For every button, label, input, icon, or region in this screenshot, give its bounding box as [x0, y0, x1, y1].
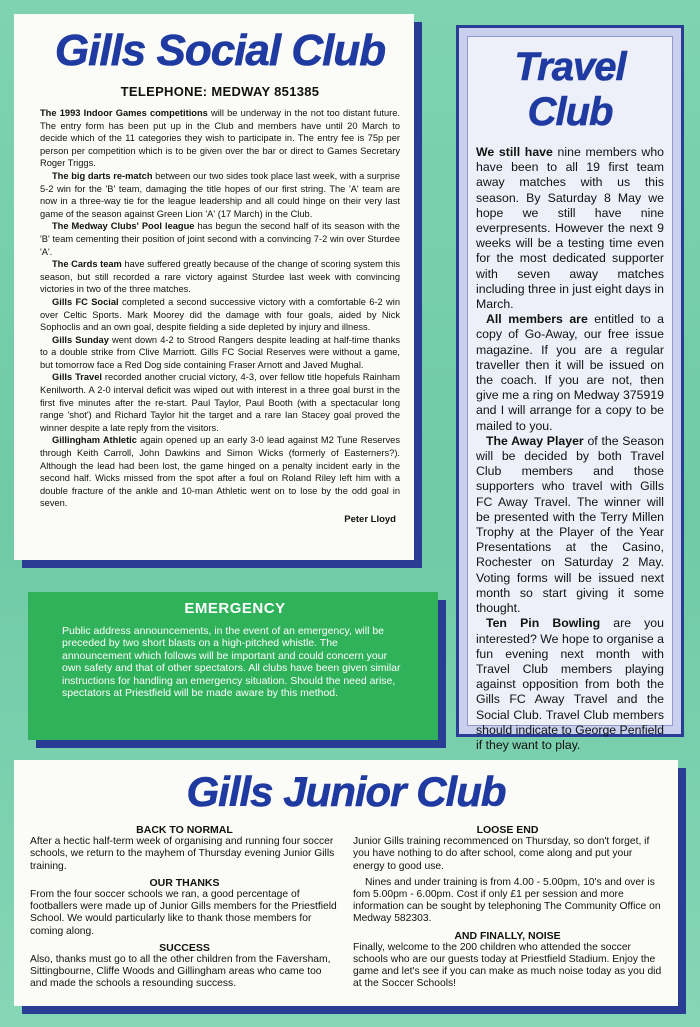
social-club-body [40, 107, 400, 510]
emergency-heading: EMERGENCY [184, 600, 286, 617]
travel-club-body [476, 145, 664, 753]
social-paragraph: The Medway Clubs' Pool league has begun the second half of its season with the 'B' team cementing their position of joint second with a convincing 7-2 win over Sturdee 'A'. [40, 221, 400, 257]
travel-club-title: Travel Club [514, 45, 626, 134]
junior-section-text: After a hectic half-term week of organising and running four soccer schools, we return to the mayhem of Thursday evening Junior Gills training. [30, 836, 335, 872]
social-paragraph: Gills FC Social completed a second successive victory with a comfortable 6-2 win over Celtic Sports. Mark Moorey did the damage with four goals, aided by Nick Sophoclis and an own goal, despite fielding a side depleted by injury and illness. [40, 296, 400, 333]
travel-paragraph: We still have nine members who have been to all 19 first team away matches with us this season. By Saturday 8 May we hope we still have nine everpresents. However the next 9 weeks will be a testing time even for the most dedicated supporter with seven away matches including three in just eight days in March. [476, 145, 664, 312]
emergency-notice [28, 592, 438, 740]
junior-section-heading: OUR THANKS [149, 876, 220, 889]
social-paragraph: The big darts re-match between our two sides took place last week, with a surprise 5-2 win for the 'B' team, damaging the title hopes of our first string. The 'A' team are now in a three-way tie for the league leadership and all could hinge on their very last game of the season against Green Lion 'A' (17 March) in the Club. [40, 170, 400, 219]
junior-section-heading: LOOSE END [476, 824, 539, 836]
junior-section-text: Finally, welcome to the 200 children who attended the soccer schools who are our guests today at Priestfield Stadium. Enjoy the game and let's see if you can make as much noise today as you did at the Soccer Schools! [353, 941, 662, 990]
travel-club-panel [456, 25, 684, 752]
emergency-text: Public address announcements, in the event of an emergency, will be preceded by two short blasts on a high-pitched whistle. The announcement which follows will be important and could concern your own safety and that of other spectators. All clubs have been given similar instructions for handling an emergency situation. Should the need arise, spectators at Priestfield will be made aware by this method. [62, 625, 401, 700]
social-club-panel [14, 14, 414, 560]
social-club-title: Gills Social Club [54, 26, 386, 75]
travel-paragraph: All members are entitled to a copy of Go-Away, our free issue magazine. If you are a regular traveller then it will be issued on the coach. If you are not, then give me a ring on Medway 375919 and I will arrange for a copy to be mailed to you. [476, 312, 664, 433]
junior-section-heading: BACK TO NORMAL [136, 824, 233, 836]
travel-paragraph: The Away Player of the Season will be decided by both Travel Club members and those supporters who travel with Gills FC Away Travel. The winner will be presented with the Terry Millen Trophy at the Player of the Year Presentations at the Casino, Rochester on Saturday 2 May. Voting forms will be issued next month so start giving it some thought. [476, 433, 664, 616]
social-club-telephone: TELEPHONE: MEDWAY 851385 [120, 84, 320, 99]
junior-section-text: Junior Gills training recommenced on Thursday, so don't forget, if you have nothing to do after school, come along and put your energy to good use. [353, 836, 650, 872]
junior-club-title: Gills Junior Club [186, 768, 506, 815]
social-paragraph: The Cards team have suffered greatly because of the change of scoring system this season, but still recorded a rare victory against Sturdee last week with convincing victories in two of the three matches. [40, 259, 400, 295]
junior-club-panel [14, 760, 678, 1006]
junior-section-heading: SUCCESS [159, 941, 210, 954]
social-paragraph: Gillingham Athletic again opened up an early 3-0 lead against M2 Tune Reserves through Keith Carroll, John Dawkins and Simon Wicks (formerly of Easterners?). Although the lead had been lost, the game hinged on a penalty incident early in the second half. Wicks missed from the spot after a foul on Roland Riley left him with a double fracture of the ankle and 10-man Athletic went on to lose by the odd goal in seven. [40, 435, 400, 509]
social-paragraph: Gills Sunday went down 4-2 to Strood Rangers despite leading at half-time thanks to a double strike from Clive Marriott. Gills FC Social Reserves were without a game, but tomorrow face a Red Dog side containing Fraser Arnott and Javed Mughal. [40, 334, 400, 370]
social-paragraph: Gills Travel recorded another crucial victory, 4-3, over fellow title hopefuls Rainham Kenilworth. A 2-0 interval deficit was wiped out with interest in a three goal burst in the first five minutes after the re-start. Paul Taylor, Paul Booth (with a spectacular long range 'shot') and Richard Taylor hit the target and a rare Ian Stacey goal proved the winner despite a late reply from the visitors. [40, 372, 400, 433]
junior-club-columns [30, 824, 662, 995]
junior-section-text: Nines and under training is from 4.00 - 5.00pm, 10's and over is fom 5.00pm - 6.00pm. Cost if only £1 per session and more information can be sought by telephoning The Community Office on Medway 582303. [353, 876, 661, 925]
travel-paragraph: Ten Pin Bowling are you interested? We hope to organise a fun evening next month with Travel Club members playing against opposition from both the Gills FC Away Travel and the Social Club. Travel Club members should indicate to George Penfield if they want to play. [476, 616, 664, 752]
junior-section-text: From the four soccer schools we ran, a good percentage of footballers were made up of Junior Gills members for the Priestfield School. We would particularly like to thank those members for coming along. [30, 889, 337, 937]
junior-right-column [353, 824, 662, 995]
social-club-signature: Peter Lloyd [344, 514, 396, 525]
junior-left-column [30, 824, 339, 995]
junior-section-text: Also, thanks must go to all the other children from the Faversham, Sittingbourne, Cliffe Woods and Gillingham areas who came too and made the schools a resounding success. [30, 954, 331, 990]
social-paragraph: The 1993 Indoor Games competitions will be underway in the not too distant future. The entry form has been put up in the Club and members have until 20 March to decide which of the 11 categories they wish to participate in. The entry fee is 75p per person per competition which is to be given over the bar or direct to Games Secretary Roger Triggs. [40, 108, 400, 169]
junior-section-heading: AND FINALLY, NOISE [454, 929, 561, 942]
travel-club-inner [467, 36, 673, 752]
